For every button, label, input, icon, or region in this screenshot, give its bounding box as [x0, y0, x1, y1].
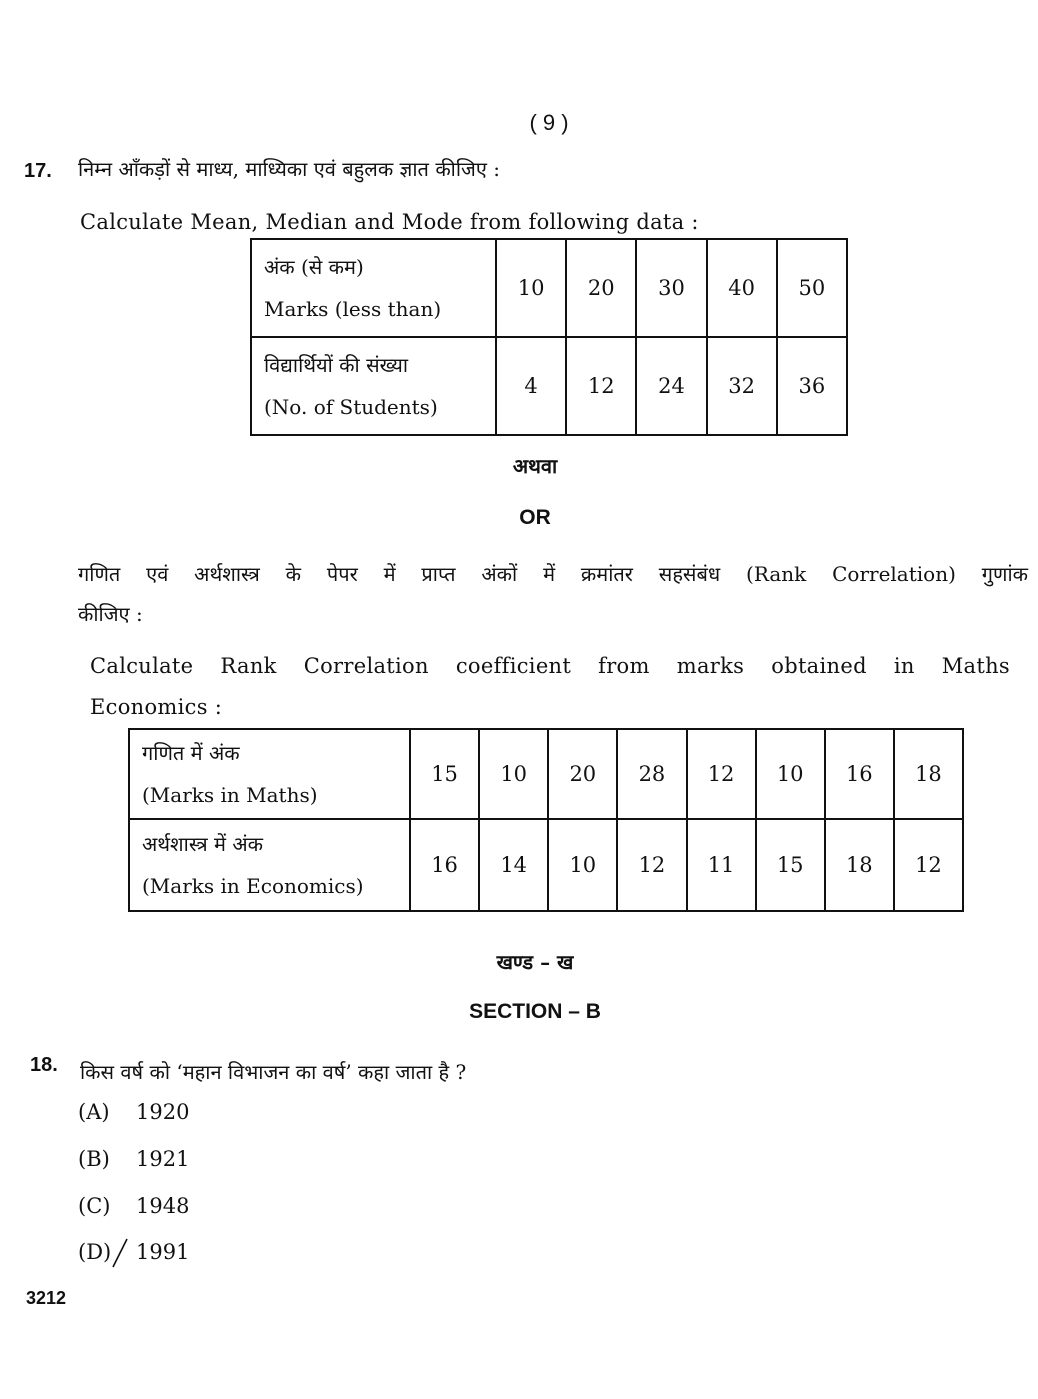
option-b: [78, 1147, 189, 1171]
table-cell: 12: [617, 819, 686, 911]
table-row: [129, 819, 963, 911]
table-cell: 15: [756, 819, 825, 911]
alt-question-hindi-line1: गणित एवं अर्थशास्त्र के पेपर में प्राप्त अंकों में क्रमांतर सहसंबंध (Rank Correlation) गुणांक: [78, 562, 1028, 586]
paper-code: 3212: [26, 1288, 67, 1308]
row-label-hindi: गणित में अंक: [142, 741, 240, 765]
table-cell: 28: [617, 729, 686, 819]
table-cell: 4: [496, 337, 566, 435]
table-cell: 10: [548, 819, 617, 911]
question-18-text: किस वर्ष को ‘महान विभाजन का वर्ष’ कहा जाता है ?: [80, 1060, 467, 1084]
table-row: [251, 337, 847, 435]
section-heading-hindi: खण्ड – ख: [496, 950, 574, 974]
table-cell: 50: [777, 239, 847, 337]
alt-question-hindi-line2: कीजिए :: [78, 602, 143, 626]
option-d: [78, 1240, 189, 1264]
table-cell: 15: [410, 729, 479, 819]
or-english: OR: [519, 506, 551, 529]
section-heading-english: SECTION – B: [469, 1000, 601, 1023]
table-cell: 20: [548, 729, 617, 819]
handwritten-tick-mark-icon: [110, 1236, 130, 1270]
option-value: 1921: [136, 1147, 190, 1171]
table-cell: 12: [687, 729, 756, 819]
option-label: (D): [78, 1240, 112, 1264]
table-row: [251, 239, 847, 337]
table-cell: 30: [636, 239, 706, 337]
row-label-english: (Marks in Economics): [142, 874, 364, 898]
table-cell: 11: [687, 819, 756, 911]
page-number: ( 9 ): [529, 110, 569, 135]
table-cell: 10: [756, 729, 825, 819]
option-value: 1991: [136, 1240, 190, 1264]
table-cell: 12: [566, 337, 636, 435]
option-value: 1948: [136, 1194, 190, 1218]
table-cell: 10: [479, 729, 548, 819]
row-label-hindi: अंक (से कम): [264, 255, 364, 279]
alt-question-english-line2: Economics :: [90, 695, 223, 719]
row-label-students: [251, 337, 496, 435]
table-cell: 40: [707, 239, 777, 337]
table-cell: 10: [496, 239, 566, 337]
option-label: (A): [78, 1100, 110, 1124]
row-label-hindi: अर्थशास्त्र में अंक: [142, 832, 263, 856]
option-a: [78, 1100, 189, 1124]
option-value: 1920: [136, 1100, 190, 1124]
row-label-english: Marks (less than): [264, 297, 442, 321]
table-cell: 16: [825, 729, 894, 819]
table-cell: 18: [894, 729, 963, 819]
rank-correlation-table: [128, 728, 964, 912]
table-cell: 20: [566, 239, 636, 337]
row-label-marks: [251, 239, 496, 337]
row-label-maths: [129, 729, 410, 819]
table-cell: 16: [410, 819, 479, 911]
option-c: [78, 1194, 189, 1218]
alt-question-english-line1: Calculate Rank Correlation coefficient from marks obtained in Maths: [90, 654, 1010, 678]
table-row: [129, 729, 963, 819]
table-cell: 18: [825, 819, 894, 911]
table-cell: 24: [636, 337, 706, 435]
row-label-english: (No. of Students): [264, 395, 438, 419]
or-hindi: अथवा: [512, 454, 558, 478]
marks-less-than-table: [250, 238, 848, 436]
question-18-number: 18.: [30, 1054, 58, 1076]
question-17-english: Calculate Mean, Median and Mode from following data :: [80, 210, 699, 234]
question-17-number: 17.: [24, 160, 52, 182]
table-cell: 12: [894, 819, 963, 911]
row-label-economics: [129, 819, 410, 911]
table-cell: 32: [707, 337, 777, 435]
row-label-hindi: विद्यार्थियों की संख्या: [264, 353, 409, 377]
row-label-english: (Marks in Maths): [142, 783, 318, 807]
table-cell: 14: [479, 819, 548, 911]
question-17-hindi: निम्न आँकड़ों से माध्य, माध्यिका एवं बहुलक ज्ञात कीजिए :: [78, 157, 501, 181]
table-cell: 36: [777, 337, 847, 435]
option-label: (B): [78, 1147, 110, 1171]
option-label: (C): [78, 1194, 111, 1218]
